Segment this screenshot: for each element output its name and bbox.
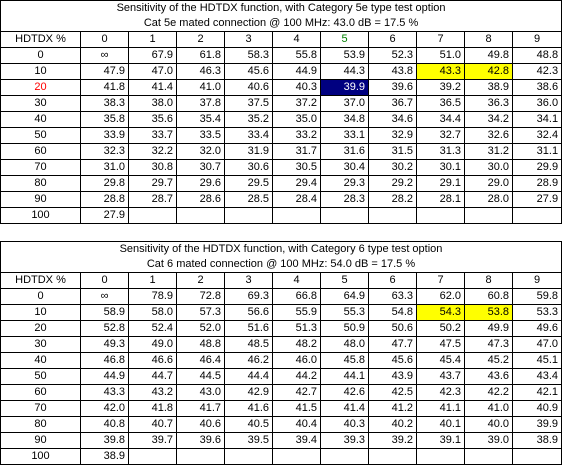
table-cell: 47.9 bbox=[81, 64, 129, 80]
row-header: 30 bbox=[1, 96, 81, 112]
table-cell: 31.6 bbox=[321, 144, 369, 160]
row-header: 20 bbox=[1, 80, 81, 96]
cat5e-sensitivity-table bbox=[0, 0, 562, 224]
table-cell: 33.7 bbox=[129, 128, 177, 144]
table-cell: 45.6 bbox=[225, 64, 273, 80]
row-header: 80 bbox=[1, 176, 81, 192]
table-cell: 44.3 bbox=[321, 64, 369, 80]
table-cell: 48.8 bbox=[513, 48, 562, 64]
table-cell: 42.3 bbox=[417, 385, 465, 401]
row-header: 60 bbox=[1, 144, 81, 160]
table-cell: 40.6 bbox=[177, 417, 225, 433]
table-cell bbox=[417, 449, 465, 465]
column-header: 1 bbox=[129, 273, 177, 289]
table-cell: 38.9 bbox=[81, 449, 129, 465]
table-cell: 49.3 bbox=[81, 337, 129, 353]
table-cell: 51.6 bbox=[225, 321, 273, 337]
table-cell: 29.4 bbox=[273, 176, 321, 192]
row-header: 90 bbox=[1, 433, 81, 449]
table-cell bbox=[129, 449, 177, 465]
row-header: 20 bbox=[1, 321, 81, 337]
table-cell: 31.3 bbox=[417, 144, 465, 160]
column-header: 6 bbox=[369, 32, 417, 48]
table-cell: 39.0 bbox=[465, 433, 513, 449]
table-cell: 53.3 bbox=[513, 305, 562, 321]
table-cell: 55.8 bbox=[273, 48, 321, 64]
table-cell: 34.4 bbox=[417, 112, 465, 128]
table-cell: 28.0 bbox=[465, 192, 513, 208]
table-title: Sensitivity of the HDTDX function, with Category 6 type test option bbox=[1, 242, 562, 258]
table-cell: 31.2 bbox=[465, 144, 513, 160]
table-cell: 40.0 bbox=[465, 417, 513, 433]
table-cell: 29.6 bbox=[177, 176, 225, 192]
row-header: 10 bbox=[1, 305, 81, 321]
table-row bbox=[1, 48, 562, 64]
row-header: 0 bbox=[1, 289, 81, 305]
table-row bbox=[1, 64, 562, 80]
row-header: 90 bbox=[1, 192, 81, 208]
table-cell: 38.6 bbox=[513, 80, 562, 96]
row-header: 60 bbox=[1, 385, 81, 401]
table-cell: 43.7 bbox=[417, 369, 465, 385]
table-cell: 32.0 bbox=[177, 144, 225, 160]
table-cell: 44.9 bbox=[81, 369, 129, 385]
table-cell: 29.2 bbox=[369, 176, 417, 192]
table-cell: 47.0 bbox=[129, 64, 177, 80]
table-cell: 78.9 bbox=[129, 289, 177, 305]
column-header: 3 bbox=[225, 273, 273, 289]
table-cell: 35.2 bbox=[225, 112, 273, 128]
table-cell: 42.1 bbox=[513, 385, 562, 401]
table-cell: 46.0 bbox=[273, 353, 321, 369]
table-cell: 43.6 bbox=[465, 369, 513, 385]
table-cell: 42.9 bbox=[225, 385, 273, 401]
table-cell: 32.4 bbox=[513, 128, 562, 144]
table-cell: 47.5 bbox=[417, 337, 465, 353]
table-cell: 49.9 bbox=[465, 321, 513, 337]
table-cell: 33.2 bbox=[273, 128, 321, 144]
table-cell: 48.2 bbox=[273, 337, 321, 353]
table-cell: 32.9 bbox=[369, 128, 417, 144]
table-cell: 66.8 bbox=[273, 289, 321, 305]
table-cell bbox=[369, 449, 417, 465]
table-cell: 31.5 bbox=[369, 144, 417, 160]
table-cell: 29.0 bbox=[465, 176, 513, 192]
table-cell: 35.4 bbox=[177, 112, 225, 128]
table-cell: 41.6 bbox=[225, 401, 273, 417]
table-cell: 33.9 bbox=[81, 128, 129, 144]
table-cell: 42.8 bbox=[465, 64, 513, 80]
table-cell: 28.8 bbox=[81, 192, 129, 208]
table-cell: 58.3 bbox=[225, 48, 273, 64]
table-cell: 38.0 bbox=[129, 96, 177, 112]
table-cell: 37.2 bbox=[273, 96, 321, 112]
table-cell: 33.5 bbox=[177, 128, 225, 144]
table-cell: 42.7 bbox=[273, 385, 321, 401]
table-cell: 43.3 bbox=[417, 64, 465, 80]
table-cell: 40.6 bbox=[225, 80, 273, 96]
table-cell: 39.7 bbox=[129, 433, 177, 449]
table-row bbox=[1, 353, 562, 369]
row-header: 0 bbox=[1, 48, 81, 64]
table-cell: 30.1 bbox=[417, 160, 465, 176]
table-cell: 31.0 bbox=[81, 160, 129, 176]
table-cell: 48.8 bbox=[177, 337, 225, 353]
corner-header: HDTDX % bbox=[1, 273, 81, 289]
table-cell: 48.0 bbox=[321, 337, 369, 353]
row-header: 30 bbox=[1, 337, 81, 353]
table-cell: 39.3 bbox=[321, 433, 369, 449]
row-header: 80 bbox=[1, 417, 81, 433]
table-cell: 34.8 bbox=[321, 112, 369, 128]
table-cell: 52.8 bbox=[81, 321, 129, 337]
table-cell: 30.5 bbox=[273, 160, 321, 176]
row-header: 40 bbox=[1, 353, 81, 369]
table-row bbox=[1, 176, 562, 192]
table-cell: 44.9 bbox=[273, 64, 321, 80]
column-header: 3 bbox=[225, 32, 273, 48]
table-row bbox=[1, 112, 562, 128]
table-cell: 44.7 bbox=[129, 369, 177, 385]
table-cell: 41.8 bbox=[129, 401, 177, 417]
table-cell: 31.7 bbox=[273, 144, 321, 160]
table-row bbox=[1, 160, 562, 176]
table-row bbox=[1, 417, 562, 433]
title-row bbox=[1, 242, 562, 258]
table-cell: 50.9 bbox=[321, 321, 369, 337]
table-cell: 64.9 bbox=[321, 289, 369, 305]
table-cell: 59.8 bbox=[513, 289, 562, 305]
table-cell: 32.2 bbox=[129, 144, 177, 160]
table-cell: 41.0 bbox=[465, 401, 513, 417]
column-header: 5 bbox=[321, 32, 369, 48]
table-cell: 69.3 bbox=[225, 289, 273, 305]
table-cell bbox=[225, 208, 273, 224]
table-title: Sensitivity of the HDTDX function, with Category 5e type test option bbox=[1, 1, 562, 17]
table-cell: 30.2 bbox=[369, 160, 417, 176]
table-cell: 54.8 bbox=[369, 305, 417, 321]
table-cell: 58.9 bbox=[81, 305, 129, 321]
table-cell: 32.7 bbox=[417, 128, 465, 144]
table-cell: 47.3 bbox=[465, 337, 513, 353]
table-cell: 58.0 bbox=[129, 305, 177, 321]
table-cell: 28.3 bbox=[321, 192, 369, 208]
table-row bbox=[1, 80, 562, 96]
table-cell: 53.9 bbox=[321, 48, 369, 64]
table-cell: 50.6 bbox=[369, 321, 417, 337]
table-row bbox=[1, 208, 562, 224]
table-cell: 40.5 bbox=[225, 417, 273, 433]
row-header: 70 bbox=[1, 401, 81, 417]
table-cell: 45.6 bbox=[369, 353, 417, 369]
table-cell: 34.6 bbox=[369, 112, 417, 128]
table-cell: 49.6 bbox=[513, 321, 562, 337]
table-cell: 49.8 bbox=[465, 48, 513, 64]
table-cell: 28.4 bbox=[273, 192, 321, 208]
column-header: 4 bbox=[273, 273, 321, 289]
table-cell: 52.0 bbox=[177, 321, 225, 337]
table-cell: 29.8 bbox=[81, 176, 129, 192]
table-cell bbox=[321, 449, 369, 465]
table-cell: 31.1 bbox=[513, 144, 562, 160]
table-cell: 39.4 bbox=[273, 433, 321, 449]
column-header: 1 bbox=[129, 32, 177, 48]
row-header: 50 bbox=[1, 369, 81, 385]
table-row bbox=[1, 321, 562, 337]
table-cell: 34.1 bbox=[513, 112, 562, 128]
table-cell bbox=[177, 449, 225, 465]
table-cell: 32.6 bbox=[465, 128, 513, 144]
table-cell: 39.2 bbox=[417, 80, 465, 96]
table-cell: 29.9 bbox=[513, 160, 562, 176]
table-cell: 62.0 bbox=[417, 289, 465, 305]
table-cell: 45.1 bbox=[513, 353, 562, 369]
table-cell: 35.8 bbox=[81, 112, 129, 128]
table-cell: 32.3 bbox=[81, 144, 129, 160]
table-row bbox=[1, 449, 562, 465]
table-cell: 40.3 bbox=[273, 80, 321, 96]
table-cell: 47.7 bbox=[369, 337, 417, 353]
table-cell: 36.7 bbox=[369, 96, 417, 112]
table-cell: 39.6 bbox=[369, 80, 417, 96]
table-cell: 31.9 bbox=[225, 144, 273, 160]
table-row bbox=[1, 369, 562, 385]
table-cell: 37.0 bbox=[321, 96, 369, 112]
corner-header: HDTDX % bbox=[1, 32, 81, 48]
table-cell: 33.1 bbox=[321, 128, 369, 144]
table-subtitle: Cat 6 mated connection @ 100 MHz: 54.0 dB = 17.5 % bbox=[1, 257, 562, 273]
header-row bbox=[1, 32, 562, 48]
table-cell: 43.8 bbox=[369, 64, 417, 80]
table-cell: 39.8 bbox=[81, 433, 129, 449]
table-cell: 46.2 bbox=[225, 353, 273, 369]
table-cell: 51.3 bbox=[273, 321, 321, 337]
table-cell: 28.5 bbox=[225, 192, 273, 208]
column-header: 2 bbox=[177, 273, 225, 289]
table-row bbox=[1, 433, 562, 449]
table-cell: 29.3 bbox=[321, 176, 369, 192]
table-cell: 61.8 bbox=[177, 48, 225, 64]
table-cell: 30.8 bbox=[129, 160, 177, 176]
table-cell: 34.2 bbox=[465, 112, 513, 128]
table-cell: 40.7 bbox=[129, 417, 177, 433]
table-cell: 37.5 bbox=[225, 96, 273, 112]
column-header: 9 bbox=[513, 273, 562, 289]
table-cell: 40.4 bbox=[273, 417, 321, 433]
table-cell: 39.5 bbox=[225, 433, 273, 449]
table-cell: 30.6 bbox=[225, 160, 273, 176]
table-cell: 42.5 bbox=[369, 385, 417, 401]
table-cell: 48.5 bbox=[225, 337, 273, 353]
table-cell bbox=[273, 449, 321, 465]
table-cell: 57.3 bbox=[177, 305, 225, 321]
row-header: 40 bbox=[1, 112, 81, 128]
table-cell: 37.8 bbox=[177, 96, 225, 112]
table-cell: 40.8 bbox=[81, 417, 129, 433]
table-cell: 43.4 bbox=[513, 369, 562, 385]
table-cell: 30.7 bbox=[177, 160, 225, 176]
column-header: 9 bbox=[513, 32, 562, 48]
table-cell: 52.3 bbox=[369, 48, 417, 64]
row-header: 70 bbox=[1, 160, 81, 176]
table-cell: 60.8 bbox=[465, 289, 513, 305]
table-cell: 46.4 bbox=[177, 353, 225, 369]
table-cell: 63.3 bbox=[369, 289, 417, 305]
table-cell: 35.6 bbox=[129, 112, 177, 128]
table-cell: 35.0 bbox=[273, 112, 321, 128]
table-cell: 29.1 bbox=[417, 176, 465, 192]
column-header: 6 bbox=[369, 273, 417, 289]
table-cell: 67.9 bbox=[129, 48, 177, 64]
table-cell bbox=[417, 208, 465, 224]
table-cell: 44.4 bbox=[225, 369, 273, 385]
table-row bbox=[1, 337, 562, 353]
title-row bbox=[1, 1, 562, 17]
cat6-sensitivity-table bbox=[0, 241, 562, 465]
table-row bbox=[1, 401, 562, 417]
table-cell: 46.8 bbox=[81, 353, 129, 369]
table-cell: 36.5 bbox=[417, 96, 465, 112]
table-row bbox=[1, 305, 562, 321]
column-header: 8 bbox=[465, 273, 513, 289]
table-row bbox=[1, 144, 562, 160]
table-cell: 56.6 bbox=[225, 305, 273, 321]
table-cell: 43.0 bbox=[177, 385, 225, 401]
column-header: 2 bbox=[177, 32, 225, 48]
subtitle-row bbox=[1, 16, 562, 32]
column-header: 4 bbox=[273, 32, 321, 48]
table-cell: 55.9 bbox=[273, 305, 321, 321]
table-row bbox=[1, 128, 562, 144]
table-cell: 41.7 bbox=[177, 401, 225, 417]
column-header: 8 bbox=[465, 32, 513, 48]
table-cell: ∞ bbox=[81, 289, 129, 305]
table-cell bbox=[465, 208, 513, 224]
table-cell: 41.0 bbox=[177, 80, 225, 96]
table-row bbox=[1, 96, 562, 112]
table-row bbox=[1, 385, 562, 401]
table-cell: 36.3 bbox=[465, 96, 513, 112]
table-cell: 36.0 bbox=[513, 96, 562, 112]
table-cell: 41.4 bbox=[321, 401, 369, 417]
row-header: 100 bbox=[1, 449, 81, 465]
table-cell: 43.3 bbox=[81, 385, 129, 401]
table-cell bbox=[513, 449, 562, 465]
table-cell: 38.9 bbox=[513, 433, 562, 449]
row-header: 50 bbox=[1, 128, 81, 144]
table-cell: 41.8 bbox=[81, 80, 129, 96]
table-cell: 53.8 bbox=[465, 305, 513, 321]
column-header: 0 bbox=[81, 32, 129, 48]
table-cell: 30.4 bbox=[321, 160, 369, 176]
table-cell: 46.3 bbox=[177, 64, 225, 80]
table-cell: 29.7 bbox=[129, 176, 177, 192]
column-header: 0 bbox=[81, 273, 129, 289]
table-cell: 44.2 bbox=[273, 369, 321, 385]
table-cell bbox=[465, 449, 513, 465]
table-cell: 50.2 bbox=[417, 321, 465, 337]
table-cell: ∞ bbox=[81, 48, 129, 64]
table-cell: 39.9 bbox=[321, 80, 369, 96]
table-cell: 47.0 bbox=[513, 337, 562, 353]
table-cell: 29.5 bbox=[225, 176, 273, 192]
table-subtitle: Cat 5e mated connection @ 100 MHz: 43.0 dB = 17.5 % bbox=[1, 16, 562, 32]
table-cell: 33.4 bbox=[225, 128, 273, 144]
table-cell: 39.9 bbox=[513, 417, 562, 433]
table-cell: 46.6 bbox=[129, 353, 177, 369]
table-cell: 44.5 bbox=[177, 369, 225, 385]
table-cell bbox=[513, 208, 562, 224]
table-cell: 40.3 bbox=[321, 417, 369, 433]
table-cell: 45.2 bbox=[465, 353, 513, 369]
table-cell: 38.9 bbox=[465, 80, 513, 96]
table-cell: 38.3 bbox=[81, 96, 129, 112]
table-cell: 43.2 bbox=[129, 385, 177, 401]
table-cell bbox=[177, 208, 225, 224]
row-header: 10 bbox=[1, 64, 81, 80]
table-cell bbox=[129, 208, 177, 224]
table-row bbox=[1, 192, 562, 208]
table-cell: 28.6 bbox=[177, 192, 225, 208]
subtitle-row bbox=[1, 257, 562, 273]
table-cell bbox=[273, 208, 321, 224]
table-cell: 40.9 bbox=[513, 401, 562, 417]
table-cell: 45.4 bbox=[417, 353, 465, 369]
table-cell: 27.9 bbox=[81, 208, 129, 224]
table-cell: 28.2 bbox=[369, 192, 417, 208]
table-cell: 28.9 bbox=[513, 176, 562, 192]
table-cell: 42.2 bbox=[465, 385, 513, 401]
table-cell: 43.9 bbox=[369, 369, 417, 385]
table-cell: 28.1 bbox=[417, 192, 465, 208]
table-cell: 39.1 bbox=[417, 433, 465, 449]
table-cell: 51.0 bbox=[417, 48, 465, 64]
table-cell: 52.4 bbox=[129, 321, 177, 337]
header-row bbox=[1, 273, 562, 289]
table-cell: 42.6 bbox=[321, 385, 369, 401]
table-cell: 41.2 bbox=[369, 401, 417, 417]
table-cell: 54.3 bbox=[417, 305, 465, 321]
table-cell: 27.9 bbox=[513, 192, 562, 208]
table-cell: 30.0 bbox=[465, 160, 513, 176]
table-row bbox=[1, 289, 562, 305]
table-cell bbox=[225, 449, 273, 465]
table-cell: 45.8 bbox=[321, 353, 369, 369]
table-cell: 40.1 bbox=[417, 417, 465, 433]
column-header: 5 bbox=[321, 273, 369, 289]
table-cell: 39.6 bbox=[177, 433, 225, 449]
table-cell bbox=[321, 208, 369, 224]
table-cell: 55.3 bbox=[321, 305, 369, 321]
row-header: 100 bbox=[1, 208, 81, 224]
table-cell bbox=[369, 208, 417, 224]
table-cell: 41.4 bbox=[129, 80, 177, 96]
column-header: 7 bbox=[417, 32, 465, 48]
table-cell: 42.3 bbox=[513, 64, 562, 80]
table-cell: 42.0 bbox=[81, 401, 129, 417]
table-cell: 39.2 bbox=[369, 433, 417, 449]
table-cell: 41.5 bbox=[273, 401, 321, 417]
table-cell: 28.7 bbox=[129, 192, 177, 208]
table-cell: 72.8 bbox=[177, 289, 225, 305]
table-cell: 44.1 bbox=[321, 369, 369, 385]
table-cell: 40.2 bbox=[369, 417, 417, 433]
table-cell: 49.0 bbox=[129, 337, 177, 353]
column-header: 7 bbox=[417, 273, 465, 289]
table-cell: 41.1 bbox=[417, 401, 465, 417]
